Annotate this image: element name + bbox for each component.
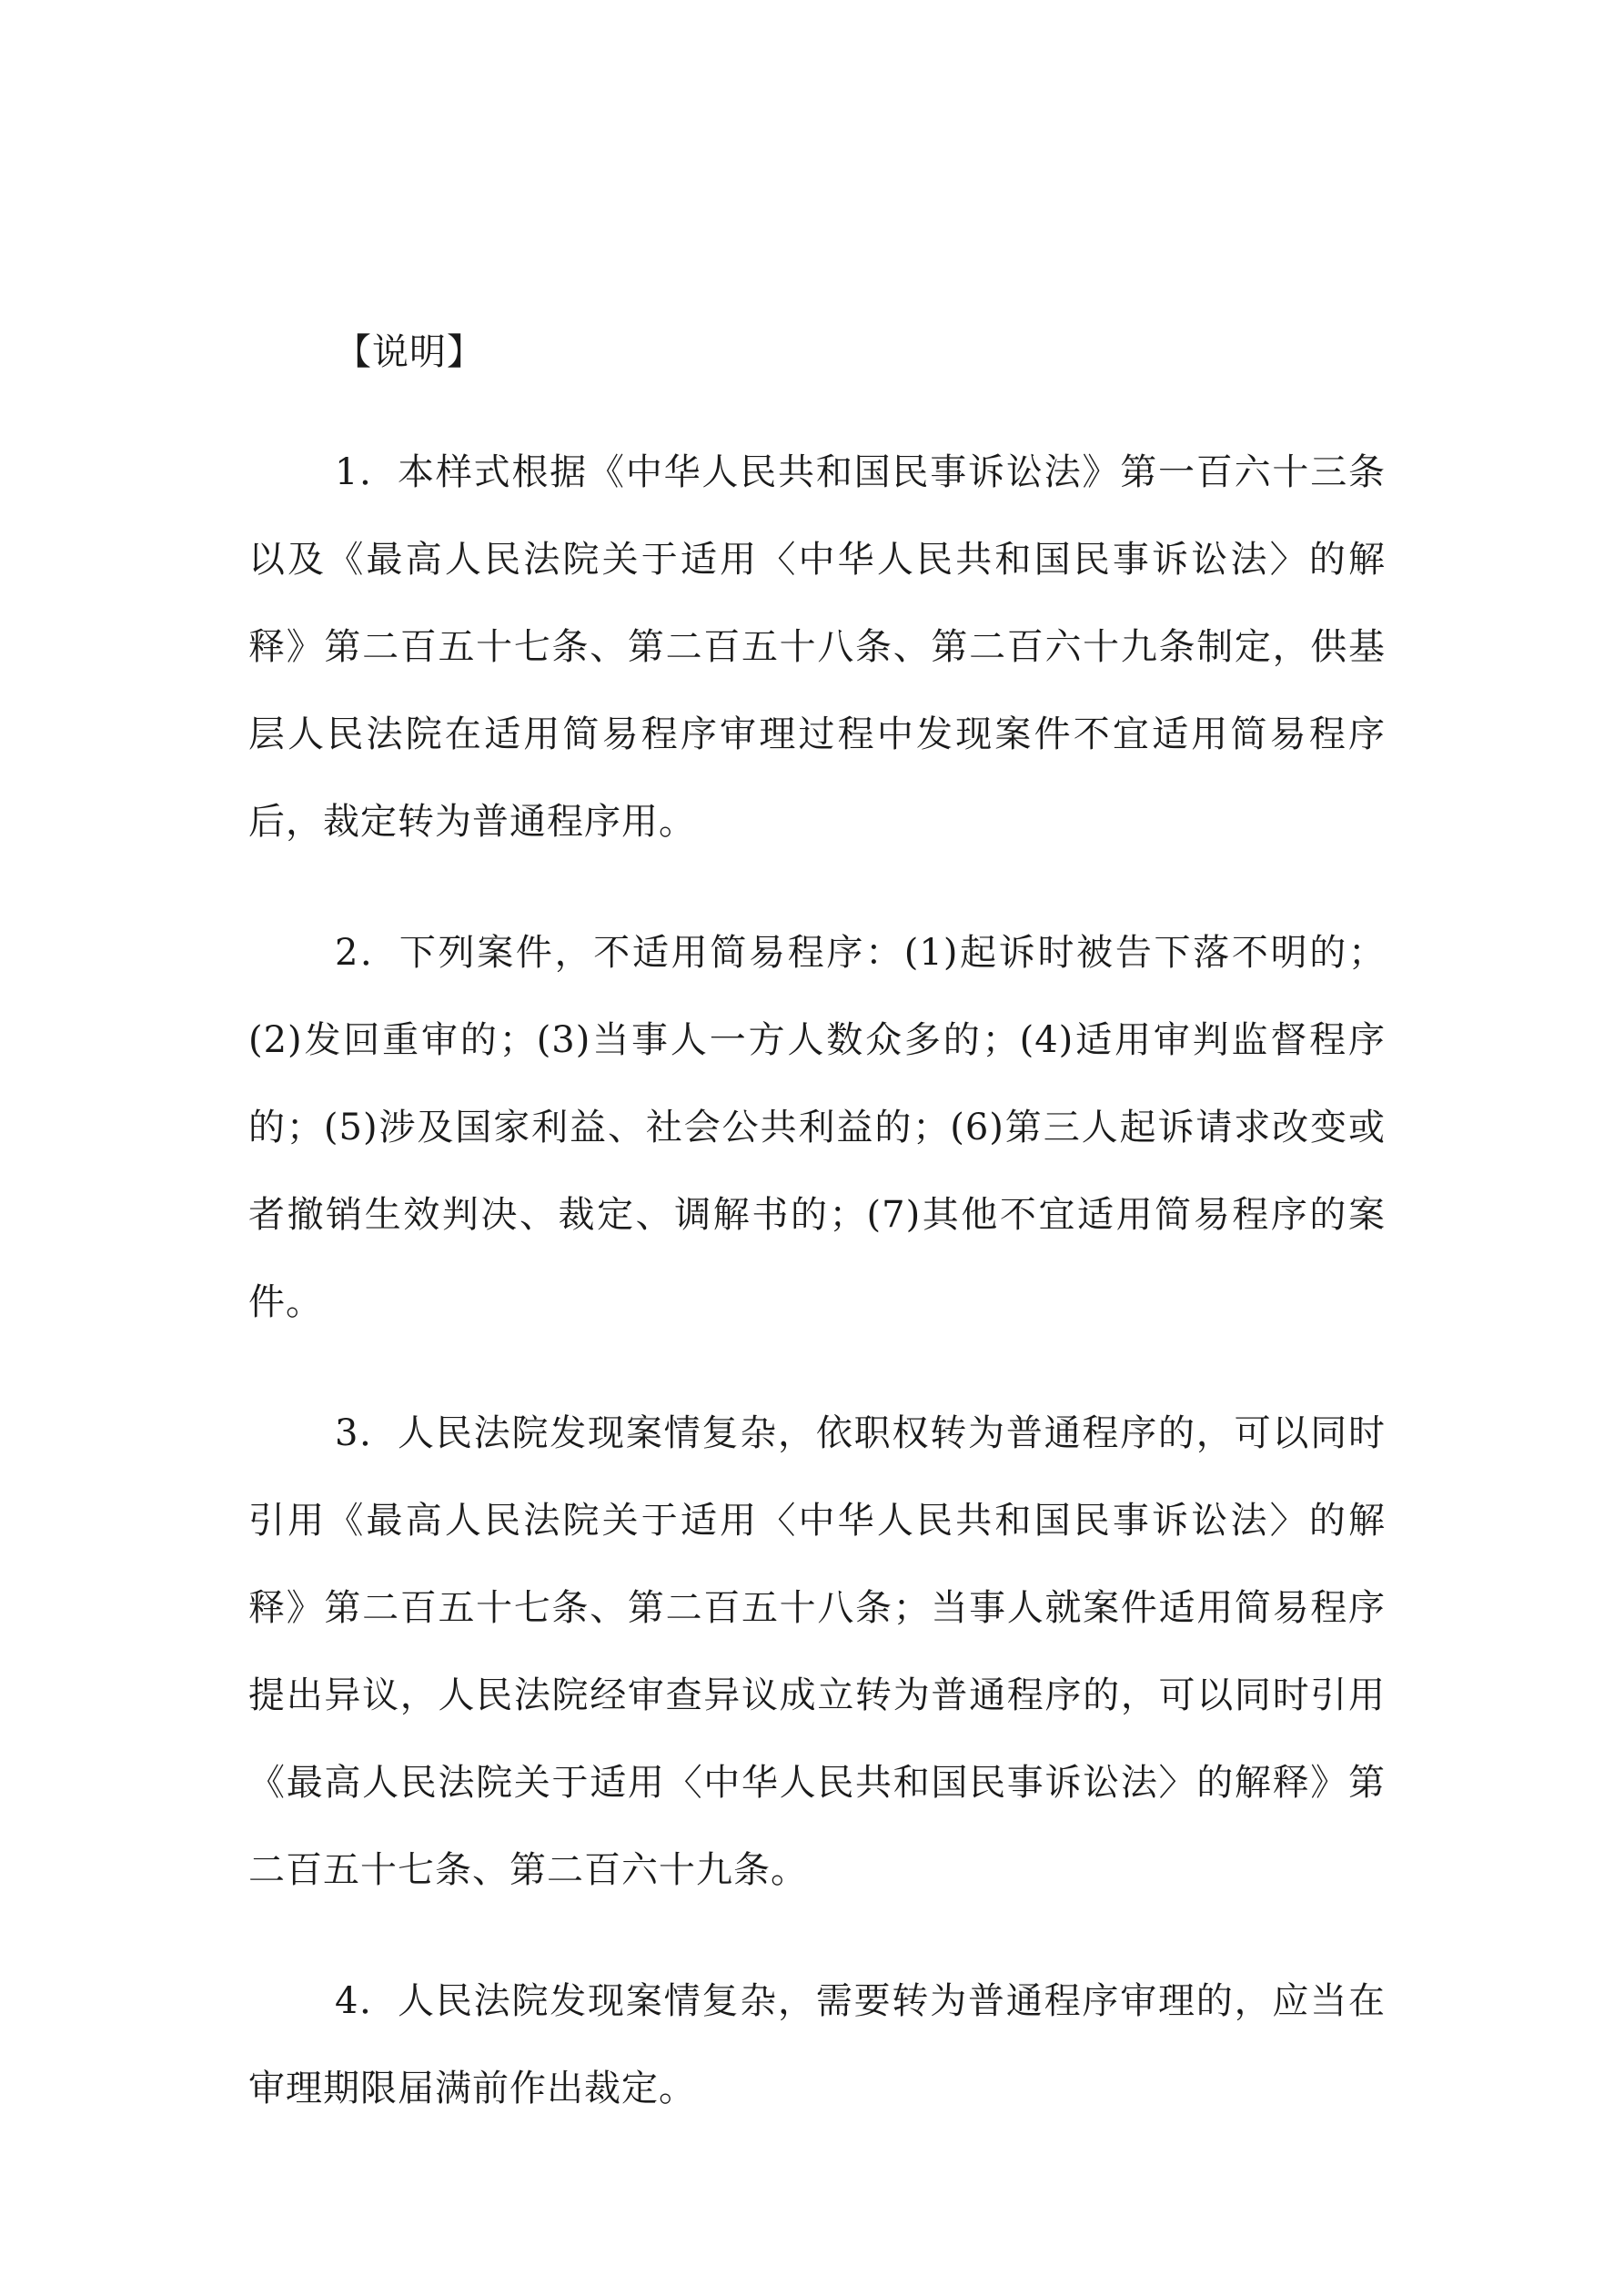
- section-heading: 【说明】: [335, 331, 484, 373]
- note-paragraph-2: 2．下列案件，不适用简易程序：(1)起诉时被告下落不明的；(2)发回重审的；(3)当事人一方人数众多的；(4)适用审判监督程序的；(5)涉及国家利益、社会公共利益的；(6)第三人起诉请求改变或者撤销生效判决、裁定、调解书的；(7)其他不宜适用简易程序的案件。: [248, 932, 1386, 1323]
- document-body: [248, 330, 1386, 2176]
- note-paragraph-4: 4．人民法院发现案情复杂，需要转为普通程序审理的，应当在审理期限届满前作出裁定。: [248, 1980, 1386, 2109]
- note-paragraph-1: 1．本样式根据《中华人民共和国民事诉讼法》第一百六十三条以及《最高人民法院关于适用〈中华人民共和国民事诉讼法〉的解释》第二百五十七条、第二百五十八条、第二百六十九条制定，供基层人民法院在适用简易程序审理过程中发现案件不宜适用简易程序后，裁定转为普通程序用。: [248, 451, 1386, 843]
- note-paragraph-3: 3．人民法院发现案情复杂，依职权转为普通程序的，可以同时引用《最高人民法院关于适用〈中华人民共和国民事诉讼法〉的解释》第二百五十七条、第二百五十八条；当事人就案件适用简易程序提出异议，人民法院经审查异议成立转为普通程序的，可以同时引用《最高人民法院关于适用〈中华人民共和国民事诉讼法〉的解释》第二百五十七条、第二百六十九条。: [248, 1412, 1386, 1891]
